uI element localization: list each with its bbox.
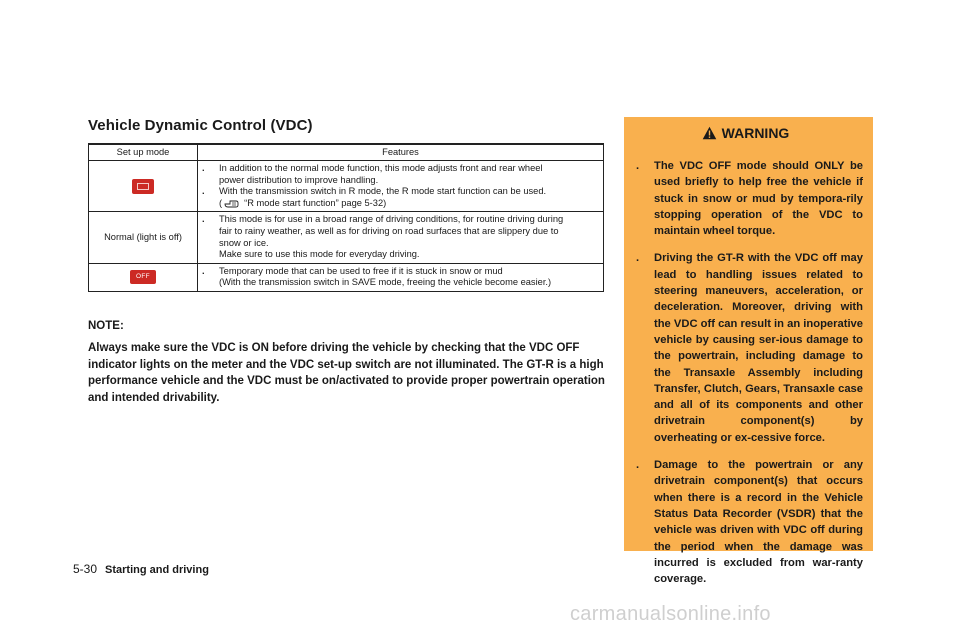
- page-number: 5-30: [73, 562, 98, 576]
- warning-triangle-icon: [702, 126, 717, 140]
- footer-section-name: Starting and driving: [105, 564, 209, 576]
- warning-header: [628, 125, 863, 147]
- vdc-off-switch-icon: OFF: [130, 270, 156, 284]
- cross-reference-text: “R mode start function” page 5-32): [244, 197, 387, 208]
- watermark: carmanualsonline.info: [570, 603, 771, 625]
- note-text: Always make sure the VDC is ON before driving the vehicle by checking that the VDC OFF indicator lights on the meter and the VDC set-up switch are not illuminated. The GT-R is a high performance vehicle and the VDC must be on/activated to provide proper powertrain operation and intended drivability.: [88, 342, 605, 404]
- reference-pointer-icon: [224, 198, 242, 208]
- mode-cell: Normal (light is off): [89, 212, 198, 263]
- feature-bullet: [202, 266, 599, 278]
- note-title: NOTE:: [88, 320, 124, 332]
- vdc-mode-table: [88, 143, 604, 292]
- feature-text: (With the transmission switch in SAVE mode, freeing the vehicle become easier.): [219, 277, 552, 288]
- cross-reference[interactable]: [202, 198, 599, 210]
- section-title: Vehicle Dynamic Control (VDC): [88, 117, 313, 134]
- feature-text: Temporary mode that can be used to free if it is stuck in snow or mud: [219, 265, 503, 276]
- table-row: [89, 263, 604, 291]
- feature-text: power distribution to improve handling.: [219, 174, 379, 185]
- warning-title: WARNING: [721, 125, 790, 141]
- bullet-dot: .: [636, 252, 640, 265]
- features-cell: [198, 263, 604, 291]
- mode-cell: [89, 263, 198, 291]
- table-header-mode: Set up mode: [89, 144, 198, 161]
- warning-item: [628, 158, 863, 239]
- features-cell: [198, 212, 604, 263]
- table-header-features: Features: [198, 144, 604, 161]
- bullet-dot: .: [202, 163, 205, 173]
- feature-bullet: [202, 163, 599, 175]
- mode-cell: [89, 161, 198, 212]
- table-row: [89, 212, 604, 263]
- warning-item: [628, 250, 863, 446]
- ref-paren: (: [219, 197, 223, 208]
- feature-bullet: [202, 186, 599, 198]
- warning-box: [624, 117, 873, 586]
- warning-item: [628, 457, 863, 587]
- bullet-dot: .: [636, 160, 640, 172]
- warning-text: Damage to the powertrain or any drivetrain component(s) that occurs when there is a record in the Vehicle Status Data Recorder (VSDR) that the vehicle was driven with VDC off during the period when the damage was incurred is excluded from war-ranty coverage.: [654, 459, 863, 586]
- feature-text: Make sure to use this mode for everyday driving.: [219, 249, 420, 260]
- feature-bullet: [202, 214, 599, 226]
- feature-text: With the transmission switch in R mode, the R mode start function can be used.: [219, 186, 547, 197]
- page-footer: [73, 562, 209, 576]
- r-mode-switch-icon: [132, 179, 154, 194]
- warning-text: The VDC OFF mode should ONLY be used briefly to help free the vehicle if stuck in snow or mud by tempora-rily stopping operation of the VDC to maintain wheel torque.: [654, 160, 863, 238]
- bullet-dot: .: [202, 186, 205, 197]
- feature-text: snow or ice.: [219, 237, 269, 248]
- bullet-dot: .: [636, 459, 640, 472]
- feature-text: This mode is for use in a broad range of driving conditions, for routine driving during: [219, 214, 564, 225]
- bullet-dot: .: [202, 265, 205, 276]
- feature-text: fair to rainy weather, as well as for driving on road surfaces that are slippery due to: [219, 225, 559, 236]
- warning-text: Driving the GT-R with the VDC off may lead to handling issues related to steering maneuvers, acceleration, or deceleration. Moreover, driving with the VDC off can result in an inoperative vehicle by causing ser-ious damage to the powertrain, including damage to the Transaxle Assembly including Transfer, Clutch, Gears, Transaxle case and all of its components and other drivetrain component(s) by overheating or ex-cessive force.: [654, 252, 863, 444]
- feature-text: In addition to the normal mode function, this mode adjusts front and rear wheel: [219, 163, 543, 173]
- bullet-dot: .: [202, 214, 205, 225]
- features-cell: [198, 161, 604, 212]
- table-row: [89, 161, 604, 212]
